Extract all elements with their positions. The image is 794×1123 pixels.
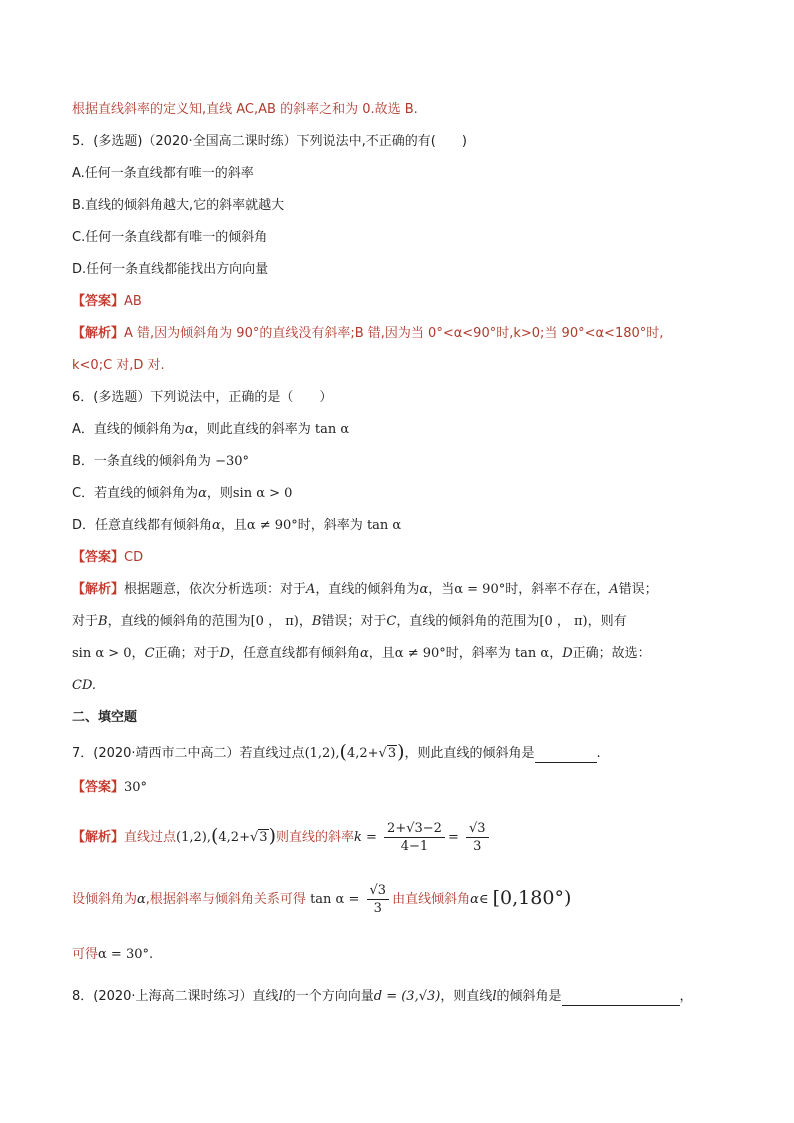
q5-analysis-line-2: k<0;C 对,D 对.	[72, 358, 165, 373]
question-8-stem	[72, 988, 693, 1006]
analysis-text: A 错,因为倾斜角为 90°的直线没有斜率;B 错,因为当 0°<α<90°时,k>0;当 90°<α<180°时,	[124, 326, 664, 341]
fraction-result	[466, 820, 489, 855]
math-letter: B	[98, 614, 108, 629]
analysis-text: 时，斜率不存在，	[505, 582, 610, 597]
math-k-eq: k =	[354, 830, 377, 845]
analysis-text: ，直线的倾斜角为	[315, 582, 420, 597]
analysis-text: 正确；对于	[154, 646, 220, 661]
analysis-text: .	[149, 947, 154, 962]
option-text: C．若直线的倾斜角为	[72, 486, 199, 501]
analysis-text: 直线过点	[124, 830, 177, 845]
analysis-text: ，	[549, 646, 563, 661]
analysis-label: 【解析】	[72, 326, 125, 341]
answer-blank	[535, 748, 597, 763]
math-alpha-ne-90: α ≠ 90°	[394, 646, 446, 661]
math-range: [0,180°)	[492, 887, 572, 909]
question-text: .	[596, 746, 601, 761]
q5-option-a: A.任何一条直线都有唯一的斜率	[72, 166, 254, 181]
math-alpha: α	[184, 422, 194, 437]
question-text: ，则直线	[440, 989, 493, 1004]
math-point: 4,2+	[346, 746, 379, 761]
math-alpha-eq-30: α = 30°	[98, 947, 149, 962]
math-point: (1,2),	[176, 830, 211, 845]
math-range: [0 ， π)	[250, 614, 299, 629]
option-text: ，则此直线的斜率为	[193, 422, 311, 437]
math-eq: =	[447, 830, 459, 845]
math-tan-alpha: tan α	[314, 422, 350, 437]
answer-label: 【答案】	[72, 780, 125, 795]
analysis-label: 【解析】	[72, 830, 125, 845]
math-alpha: α	[137, 892, 146, 907]
answer-value: AB	[124, 294, 142, 309]
q5-option-b: B.直线的倾斜角越大,它的斜率就越大	[72, 198, 285, 213]
text-line-conclusion: 根据直线斜率的定义知,直线 AC,AB 的斜率之和为 0.故选 B.	[72, 102, 418, 117]
math-letter: C	[144, 646, 155, 661]
math-range: [0 ， π)	[539, 614, 588, 629]
fraction-denominator: 4−1	[400, 839, 429, 854]
fraction-numerator: 2+√3−2	[384, 820, 445, 838]
math-alpha: α	[212, 518, 221, 533]
question-text: 的倾斜角是	[496, 989, 562, 1004]
math-alpha: α	[470, 892, 479, 907]
question-text: 7．(2020·靖西市二中高二）若直线过点	[72, 746, 305, 761]
math-point: 4,2+	[218, 830, 250, 845]
q6-analysis-line-4: CD.	[72, 678, 97, 693]
option-text: A．直线的倾斜角为	[72, 422, 185, 437]
fraction-slope	[384, 820, 445, 855]
math-radicand: 3	[387, 746, 397, 761]
fraction-result	[367, 882, 390, 917]
analysis-text: ，	[131, 646, 145, 661]
option-text: ，且	[220, 518, 247, 533]
q7-analysis-line-1: 【解析】直线过点(1,2),(4,2+√3)则直线的斜率k = $\frac{2+√3-2}{4-1}$ = $\frac{√3}{3}$	[72, 818, 492, 856]
question-text: ，	[679, 989, 693, 1004]
analysis-text: 时，斜率为	[445, 646, 511, 661]
q6-analysis-line-1	[72, 581, 658, 599]
q5-analysis-line-1	[72, 325, 663, 343]
answer-blank	[562, 991, 680, 1006]
analysis-text: ，当	[428, 582, 455, 597]
analysis-label: 【解析】	[72, 582, 125, 597]
q6-option-d	[72, 517, 401, 535]
question-text: 8．(2020·上海高二课时练习）直线	[72, 989, 279, 1004]
analysis-text: 由直线倾斜角	[392, 892, 471, 907]
math-letter: B	[311, 614, 322, 629]
paren-open: (	[339, 741, 347, 763]
analysis-text: 可得	[72, 947, 99, 962]
q6-option-a	[72, 421, 349, 439]
analysis-text: 对于	[72, 614, 99, 629]
question-7-stem: 7．(2020·靖西市二中高二）若直线过点(1,2),(4,2+√3)，则此直线的倾斜角是 .	[72, 741, 601, 763]
fraction-denominator: 3	[473, 839, 482, 854]
math-point: (1,2),	[304, 746, 340, 761]
math-letter: A	[306, 582, 316, 597]
math-alpha: α	[359, 646, 369, 661]
analysis-text: 错误；对于	[321, 614, 387, 629]
q7-analysis-line-2	[72, 880, 571, 918]
analysis-text: ，且	[368, 646, 395, 661]
math-letter: l	[278, 989, 283, 1004]
math-in: ∈	[478, 892, 489, 907]
math-alpha: α	[419, 582, 429, 597]
math-letter: A	[609, 582, 619, 597]
answer-value: CD	[124, 550, 144, 565]
q6-option-c	[72, 485, 292, 503]
math-sin-positive: sin α > 0	[72, 646, 132, 661]
math-direction-vector: d = (3,√3)	[373, 989, 441, 1004]
answer-label: 【答案】	[72, 550, 125, 565]
math-tan-alpha: tan α	[514, 646, 550, 661]
analysis-text: 则直线的斜率	[275, 830, 354, 845]
analysis-text: 设倾斜角为	[72, 892, 138, 907]
question-text: ，则此直线的倾斜角是	[404, 746, 535, 761]
math-letter: C	[386, 614, 397, 629]
analysis-text: ，	[298, 614, 312, 629]
answer-value: 30°	[124, 780, 148, 795]
analysis-text: ，任意直线都有倾斜角	[229, 646, 360, 661]
q7-analysis-line-3	[72, 946, 153, 964]
analysis-text: ，则有	[587, 614, 627, 629]
analysis-text: 根据题意，依次分析选项：对于	[124, 582, 307, 597]
math-letter: D	[562, 646, 573, 661]
fraction-numerator: √3	[466, 820, 489, 838]
paren-close: )	[397, 741, 405, 763]
analysis-text: ,根据斜率与倾斜角关系可得	[145, 892, 306, 907]
analysis-text: ，直线的倾斜角的范围为	[396, 614, 540, 629]
q5-option-d: D.任何一条直线都能找出方向向量	[72, 262, 269, 277]
option-text: ，则	[206, 486, 233, 501]
option-text: D．任意直线都有倾斜角	[72, 518, 213, 533]
q5-answer	[72, 293, 142, 311]
q6-answer	[72, 549, 143, 567]
math-letter: D	[219, 646, 230, 661]
analysis-text: 错误；	[618, 582, 658, 597]
analysis-text: 正确；故选：	[572, 646, 651, 661]
math-alpha-ne-90: α ≠ 90°	[246, 518, 298, 533]
question-5-stem: 5．(多选题)（2020·全国高二课时练）下列说法中,不正确的有( )	[72, 134, 467, 149]
q6-analysis-line-3	[72, 645, 651, 663]
math-radicand: 3	[259, 830, 268, 845]
fraction-numerator: √3	[367, 882, 390, 900]
analysis-text: ，直线的倾斜角的范围为	[107, 614, 251, 629]
math-tan-eq: tan α =	[310, 892, 360, 907]
option-text: B．一条直线的倾斜角为	[72, 454, 211, 469]
option-text: 时，斜率为	[297, 518, 363, 533]
answer-label: 【答案】	[72, 294, 125, 309]
math-alpha: α	[198, 486, 207, 501]
question-text: 的一个方向向量	[282, 989, 374, 1004]
q5-option-c: C.任何一条直线都有唯一的倾斜角	[72, 230, 268, 245]
fraction-denominator: 3	[373, 901, 382, 916]
math-sin-positive: sin α > 0	[232, 486, 293, 501]
math-alpha-eq-90: α = 90°	[454, 582, 506, 597]
math-neg30: −30°	[215, 454, 249, 469]
section-heading: 二、填空题	[72, 710, 138, 725]
math-letter: l	[492, 989, 497, 1004]
q6-option-b	[72, 453, 249, 471]
q7-answer	[72, 779, 147, 797]
question-6-stem: 6．(多选题）下列说法中，正确的是（ ）	[72, 390, 333, 405]
q6-analysis-line-2	[72, 613, 627, 631]
math-tan-alpha: tan α	[366, 518, 402, 533]
